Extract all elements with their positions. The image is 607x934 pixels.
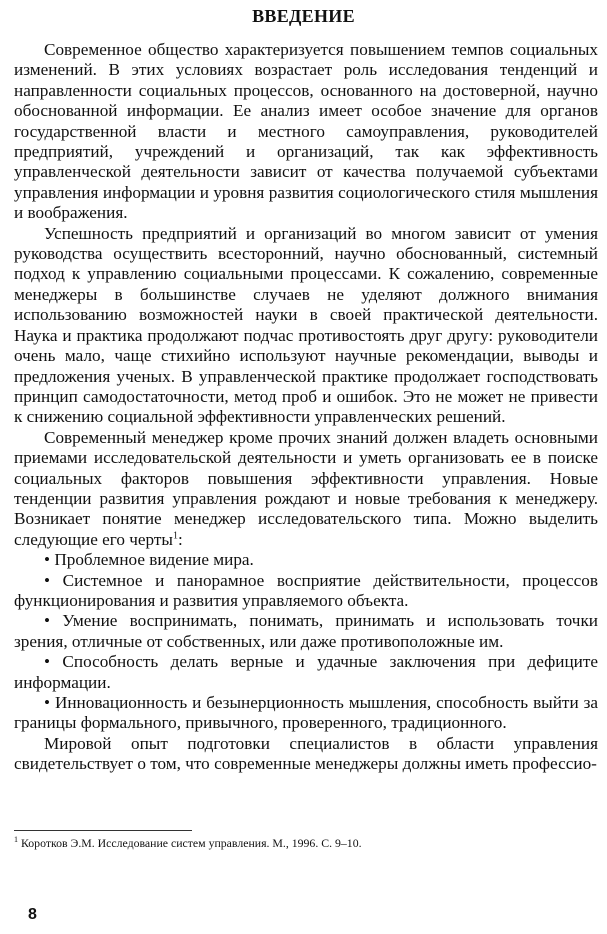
bullet-item: • Способность делать верные и удачные заключения при дефиците информации. [14,652,598,692]
closing-paragraph: Мировой опыт подготовки специалистов в области управления свидетельствует о том, что современные менеджеры должны иметь профессио- [14,733,598,774]
paragraph-1: Современное общество характеризуется повышением темпов социальных изменений. В этих условиях возрастает роль исследования тенденций и направленности социальных процессов, основанного на достоверной, научно обоснованной информации. Ее анализ имеет особое значение для органов государственной власти и местного самоуправления, руководителей предприятий, учреждений и организаций, так как эффективность управленческой деятельности зависит от качества получаемой субъектами управления информации и уровня развития социологического стиля мышления и воображения. [14,40,598,223]
footnote [14,836,594,850]
paragraph-3 [14,428,598,550]
bullet-item: • Системное и панорамное восприятие действительности, процессов функционирования и развития управляемого объекта. [14,570,598,610]
paragraph-2: Успешность предприятий и организаций во многом зависит от умения руководства осуществить всесторонний, научно обоснованный, системный подход к управлению социальными процессами. К сожалению, современные менеджеры в большинстве случаев не уделяют должного внимания использованию возможностей науки в своей практической деятельности. Наука и практика продолжают подчас противостоять друг другу: руководители очень мало, чаще стихийно используют научные рекомендации, выводы и предложения ученых. В управленческой практике продолжает господствовать принцип самодостаточности, метод проб и ошибок. Это не может не привести к снижению социальной эффективности управленческих решений. [14,223,598,427]
footnote-reference[interactable]: 1 [172,530,178,542]
main-text [14,40,598,775]
bullet-item: • Инновационность и безынерционность мышления, способность выйти за границы формального, привычного, проверенного, традиционного. [14,693,598,733]
page-number: 8 [28,906,37,923]
footnote-divider [14,830,192,831]
paragraph-3-colon: : [177,529,183,549]
paragraph-3-text: Современный менеджер кроме прочих знаний должен владеть основными приемами исследовательской деятельности и уметь организовать ее в поиске социальных факторов повышения эффективности управления. Новые тенденции развития управления рождают и новые требования к менеджеру. Возникает понятие менеджер исследовательского типа. Можно выделить следующие его черты [14,427,598,549]
page-title: ВВЕДЕНИЕ [252,6,355,26]
footnote-marker: 1 [14,835,18,845]
bullet-item: • Умение воспринимать, понимать, принимать и использовать точки зрения, отличные от собственных, или даже противоположные им. [14,611,598,651]
footnote-text: Коротков Э.М. Исследование систем управления. М., 1996. С. 9–10. [21,836,362,850]
bullet-item: • Проблемное видение мира. [44,550,254,570]
